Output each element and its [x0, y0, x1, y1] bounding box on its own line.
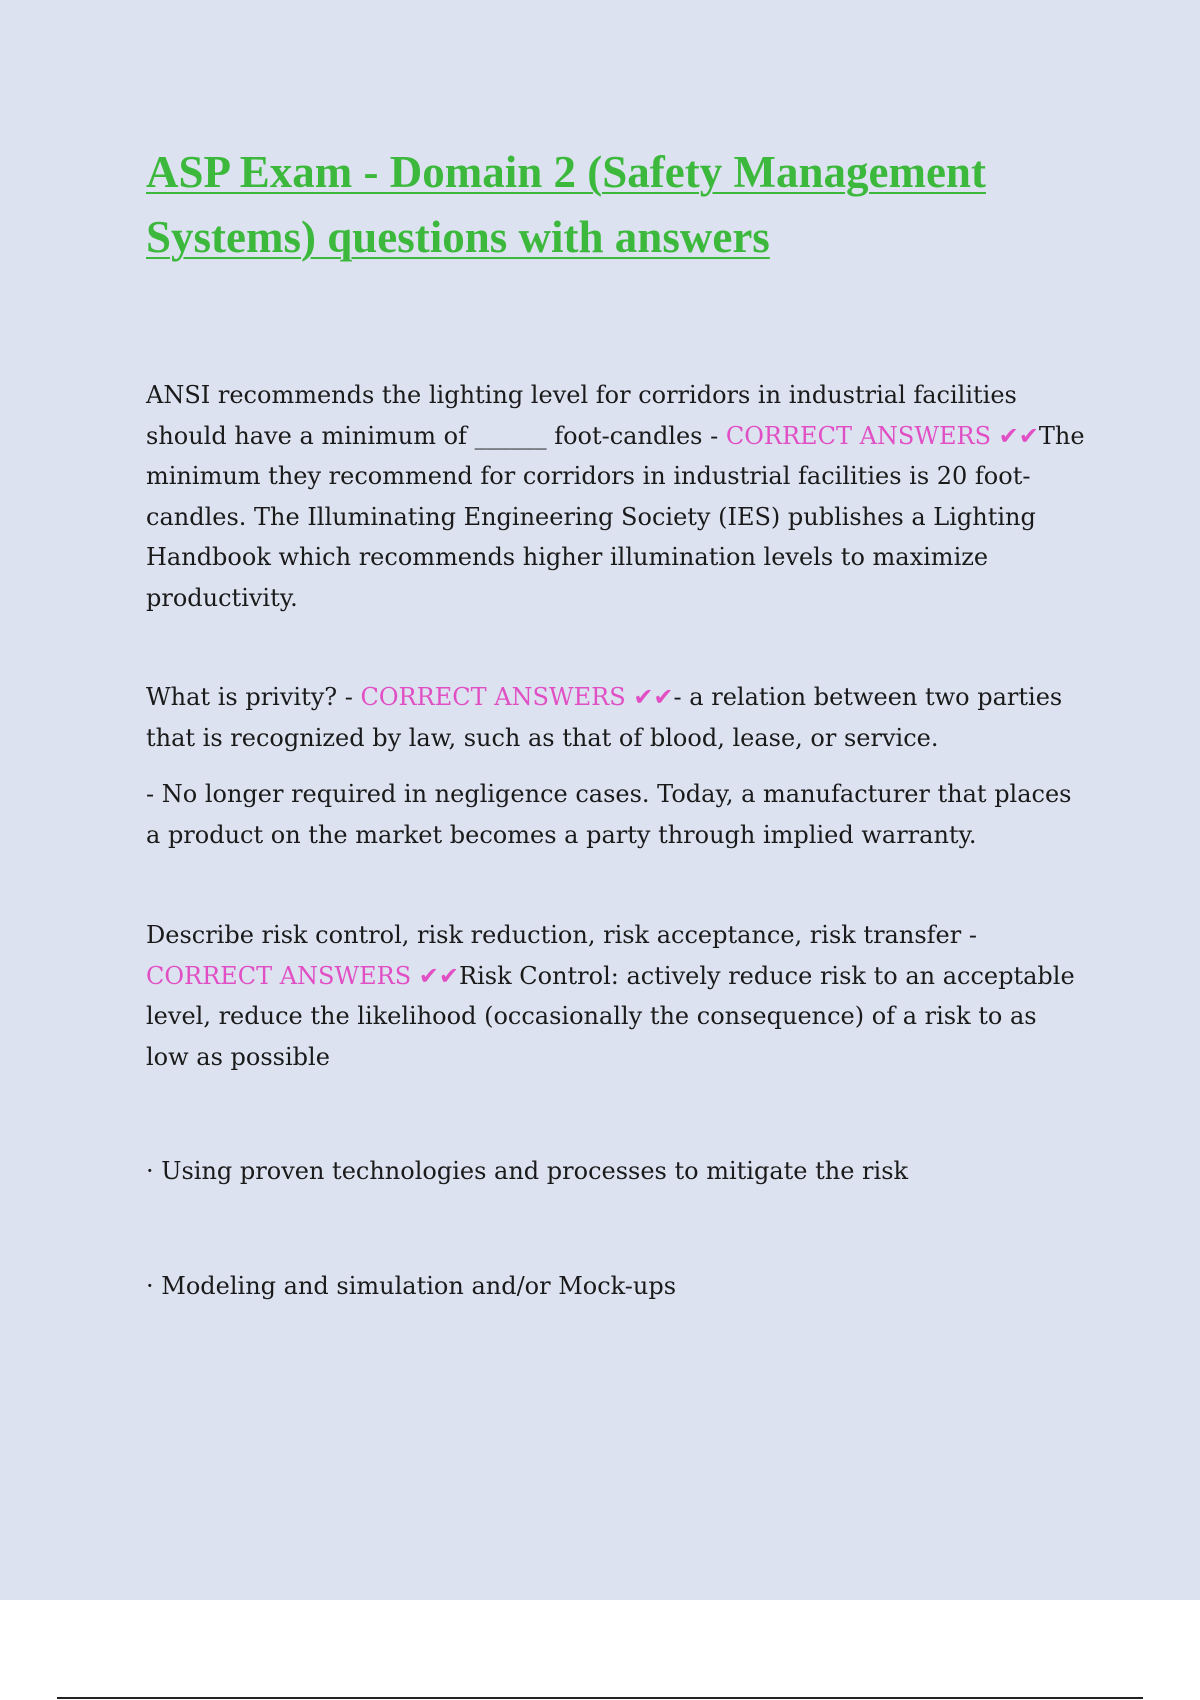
answer-continuation: - No longer required in negligence cases. Today, a manufacturer that places a product on the market becomes a party through implied warranty. [146, 780, 1072, 849]
correct-answers-marker: CORRECT ANSWERS ✔✔ [725, 421, 1039, 450]
question-text: ANSI recommends the lighting level for corridors in industrial facilities should have a minimum of ______ foot-candles - [146, 381, 1017, 450]
bullet-item: · Modeling and simulation and/or Mock-ups [146, 1271, 677, 1300]
qa-item-lighting [146, 375, 1086, 618]
answer-text: - a relation between two parties that is recognized by law, such as that of blood, lease, or service. [146, 683, 1063, 752]
answer-text: The minimum they recommend for corridors in industrial facilities is 20 foot-candles. The Illuminating Engineering Society (IES) publishes a Lighting Handbook which recommends higher illumination levels to maximize productivity. [146, 421, 1085, 612]
question-text: Describe risk control, risk reduction, risk acceptance, risk transfer - [146, 921, 977, 949]
bullet-item: · Using proven technologies and processes to mitigate the risk [146, 1157, 909, 1185]
correct-answers-marker: CORRECT ANSWERS ✔✔ [360, 683, 674, 711]
qa-item-privity [146, 677, 1086, 758]
correct-answers-marker: CORRECT ANSWERS ✔✔ [146, 961, 460, 990]
answer-text: Risk Control: actively reduce risk to an acceptable level, reduce the likelihood (occasionally the consequence) of a risk to as low as possible [146, 961, 1075, 1071]
document-title: ASP Exam - Domain 2 (Safety Management Systems) questions with answers [146, 147, 986, 262]
question-text: What is privity? - [146, 683, 361, 711]
qa-item-risk [146, 915, 1086, 1077]
bottom-divider [57, 1697, 1143, 1699]
document-body [146, 140, 1086, 1306]
